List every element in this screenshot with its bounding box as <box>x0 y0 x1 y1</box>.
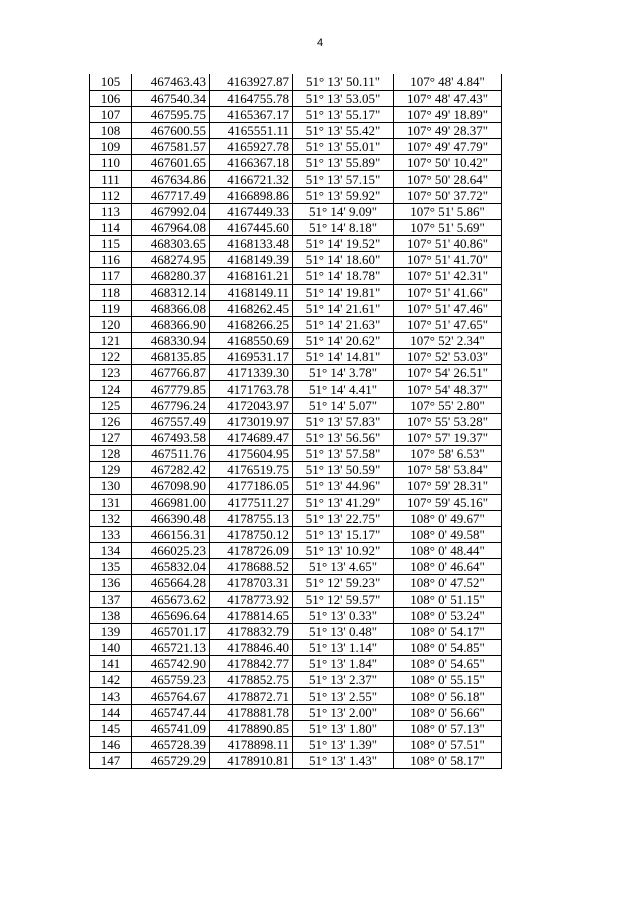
point-number-cell: 107 <box>90 106 132 122</box>
x-coordinate-cell: 468280.37 <box>132 268 210 284</box>
y-coordinate-cell: 4169531.17 <box>210 349 293 365</box>
x-coordinate-cell: 465728.39 <box>132 736 210 752</box>
point-number-cell: 119 <box>90 300 132 316</box>
x-coordinate-cell: 465721.13 <box>132 639 210 655</box>
x-coordinate-cell: 468312.14 <box>132 284 210 300</box>
longitude-cell: 108° 0' 57.13" <box>394 720 502 736</box>
latitude-cell: 51° 13' 44.96" <box>293 478 394 494</box>
table-row <box>90 446 502 462</box>
x-coordinate-cell: 467282.42 <box>132 462 210 478</box>
x-coordinate-cell: 467779.85 <box>132 381 210 397</box>
longitude-cell: 107° 51' 41.70" <box>394 252 502 268</box>
table-row <box>90 139 502 155</box>
point-number-cell: 115 <box>90 236 132 252</box>
y-coordinate-cell: 4164755.78 <box>210 90 293 106</box>
x-coordinate-cell: 468303.65 <box>132 236 210 252</box>
x-coordinate-cell: 467601.65 <box>132 155 210 171</box>
latitude-cell: 51° 13' 0.33" <box>293 607 394 623</box>
y-coordinate-cell: 4175604.95 <box>210 446 293 462</box>
y-coordinate-cell: 4174689.47 <box>210 429 293 445</box>
x-coordinate-cell: 467581.57 <box>132 139 210 155</box>
latitude-cell: 51° 14' 20.62" <box>293 333 394 349</box>
x-coordinate-cell: 466390.48 <box>132 510 210 526</box>
point-number-cell: 146 <box>90 736 132 752</box>
point-number-cell: 112 <box>90 187 132 203</box>
x-coordinate-cell: 468274.95 <box>132 252 210 268</box>
point-number-cell: 130 <box>90 478 132 494</box>
latitude-cell: 51° 13' 55.42" <box>293 122 394 138</box>
x-coordinate-cell: 465664.28 <box>132 575 210 591</box>
point-number-cell: 105 <box>90 74 132 90</box>
latitude-cell: 51° 14' 8.18" <box>293 219 394 235</box>
latitude-cell: 51° 13' 50.11" <box>293 74 394 90</box>
latitude-cell: 51° 13' 1.39" <box>293 736 394 752</box>
x-coordinate-cell: 468135.85 <box>132 349 210 365</box>
longitude-cell: 107° 54' 26.51" <box>394 365 502 381</box>
longitude-cell: 108° 0' 58.17" <box>394 753 502 769</box>
x-coordinate-cell: 465742.90 <box>132 656 210 672</box>
longitude-cell: 108° 0' 56.18" <box>394 688 502 704</box>
latitude-cell: 51° 12' 59.57" <box>293 591 394 607</box>
latitude-cell: 51° 13' 59.92" <box>293 187 394 203</box>
y-coordinate-cell: 4178842.77 <box>210 656 293 672</box>
latitude-cell: 51° 13' 57.58" <box>293 446 394 462</box>
point-number-cell: 117 <box>90 268 132 284</box>
coordinates-table-body <box>90 74 502 769</box>
latitude-cell: 51° 13' 56.56" <box>293 429 394 445</box>
page-number: 4 <box>316 37 324 49</box>
table-row <box>90 219 502 235</box>
y-coordinate-cell: 4177511.27 <box>210 494 293 510</box>
y-coordinate-cell: 4171339.30 <box>210 365 293 381</box>
y-coordinate-cell: 4168161.21 <box>210 268 293 284</box>
table-row <box>90 607 502 623</box>
y-coordinate-cell: 4172043.97 <box>210 397 293 413</box>
table-row <box>90 155 502 171</box>
y-coordinate-cell: 4168149.39 <box>210 252 293 268</box>
point-number-cell: 132 <box>90 510 132 526</box>
point-number-cell: 145 <box>90 720 132 736</box>
longitude-cell: 107° 51' 42.31" <box>394 268 502 284</box>
latitude-cell: 51° 13' 2.00" <box>293 704 394 720</box>
table-row <box>90 90 502 106</box>
y-coordinate-cell: 4176519.75 <box>210 462 293 478</box>
y-coordinate-cell: 4167449.33 <box>210 203 293 219</box>
y-coordinate-cell: 4178881.78 <box>210 704 293 720</box>
latitude-cell: 51° 13' 15.17" <box>293 526 394 542</box>
y-coordinate-cell: 4166721.32 <box>210 171 293 187</box>
y-coordinate-cell: 4166898.86 <box>210 187 293 203</box>
latitude-cell: 51° 14' 19.52" <box>293 236 394 252</box>
y-coordinate-cell: 4178688.52 <box>210 559 293 575</box>
latitude-cell: 51° 13' 55.17" <box>293 106 394 122</box>
longitude-cell: 107° 50' 37.72" <box>394 187 502 203</box>
point-number-cell: 120 <box>90 316 132 332</box>
longitude-cell: 107° 51' 40.86" <box>394 236 502 252</box>
x-coordinate-cell: 466156.31 <box>132 526 210 542</box>
x-coordinate-cell: 465759.23 <box>132 672 210 688</box>
latitude-cell: 51° 14' 18.78" <box>293 268 394 284</box>
table-row <box>90 510 502 526</box>
x-coordinate-cell: 465673.62 <box>132 591 210 607</box>
table-row <box>90 187 502 203</box>
longitude-cell: 108° 0' 56.66" <box>394 704 502 720</box>
y-coordinate-cell: 4178898.11 <box>210 736 293 752</box>
latitude-cell: 51° 14' 4.41" <box>293 381 394 397</box>
y-coordinate-cell: 4178726.09 <box>210 543 293 559</box>
point-number-cell: 122 <box>90 349 132 365</box>
point-number-cell: 139 <box>90 623 132 639</box>
table-row <box>90 74 502 90</box>
table-row <box>90 333 502 349</box>
y-coordinate-cell: 4178755.13 <box>210 510 293 526</box>
x-coordinate-cell: 465747.44 <box>132 704 210 720</box>
table-row <box>90 397 502 413</box>
latitude-cell: 51° 13' 1.14" <box>293 639 394 655</box>
longitude-cell: 107° 51' 47.46" <box>394 300 502 316</box>
longitude-cell: 107° 49' 28.37" <box>394 122 502 138</box>
x-coordinate-cell: 467766.87 <box>132 365 210 381</box>
x-coordinate-cell: 468366.08 <box>132 300 210 316</box>
x-coordinate-cell: 467992.04 <box>132 203 210 219</box>
table-row <box>90 381 502 397</box>
latitude-cell: 51° 13' 22.75" <box>293 510 394 526</box>
longitude-cell: 107° 48' 47.43" <box>394 90 502 106</box>
latitude-cell: 51° 13' 1.43" <box>293 753 394 769</box>
latitude-cell: 51° 14' 14.81" <box>293 349 394 365</box>
x-coordinate-cell: 467634.86 <box>132 171 210 187</box>
table-row <box>90 753 502 769</box>
point-number-cell: 113 <box>90 203 132 219</box>
point-number-cell: 135 <box>90 559 132 575</box>
table-row <box>90 316 502 332</box>
longitude-cell: 108° 0' 49.67" <box>394 510 502 526</box>
longitude-cell: 107° 48' 4.84" <box>394 74 502 90</box>
table-row <box>90 349 502 365</box>
longitude-cell: 108° 0' 54.65" <box>394 656 502 672</box>
latitude-cell: 51° 14' 9.09" <box>293 203 394 219</box>
x-coordinate-cell: 467796.24 <box>132 397 210 413</box>
y-coordinate-cell: 4168550.69 <box>210 333 293 349</box>
point-number-cell: 140 <box>90 639 132 655</box>
longitude-cell: 107° 57' 19.37" <box>394 429 502 445</box>
x-coordinate-cell: 467511.76 <box>132 446 210 462</box>
latitude-cell: 51° 13' 53.05" <box>293 90 394 106</box>
x-coordinate-cell: 467493.58 <box>132 429 210 445</box>
longitude-cell: 107° 49' 47.79" <box>394 139 502 155</box>
y-coordinate-cell: 4171763.78 <box>210 381 293 397</box>
table-row <box>90 236 502 252</box>
y-coordinate-cell: 4168149.11 <box>210 284 293 300</box>
y-coordinate-cell: 4165927.78 <box>210 139 293 155</box>
point-number-cell: 125 <box>90 397 132 413</box>
latitude-cell: 51° 14' 18.60" <box>293 252 394 268</box>
x-coordinate-cell: 465729.29 <box>132 753 210 769</box>
y-coordinate-cell: 4173019.97 <box>210 413 293 429</box>
y-coordinate-cell: 4168262.45 <box>210 300 293 316</box>
table-row <box>90 171 502 187</box>
longitude-cell: 107° 59' 45.16" <box>394 494 502 510</box>
y-coordinate-cell: 4178890.85 <box>210 720 293 736</box>
table-row <box>90 268 502 284</box>
x-coordinate-cell: 465701.17 <box>132 623 210 639</box>
table-row <box>90 656 502 672</box>
latitude-cell: 51° 13' 41.29" <box>293 494 394 510</box>
latitude-cell: 51° 13' 1.84" <box>293 656 394 672</box>
point-number-cell: 128 <box>90 446 132 462</box>
point-number-cell: 134 <box>90 543 132 559</box>
longitude-cell: 107° 51' 47.65" <box>394 316 502 332</box>
x-coordinate-cell: 465741.09 <box>132 720 210 736</box>
latitude-cell: 51° 13' 50.59" <box>293 462 394 478</box>
x-coordinate-cell: 465832.04 <box>132 559 210 575</box>
latitude-cell: 51° 13' 57.83" <box>293 413 394 429</box>
latitude-cell: 51° 13' 55.89" <box>293 155 394 171</box>
longitude-cell: 107° 51' 5.86" <box>394 203 502 219</box>
longitude-cell: 107° 51' 41.66" <box>394 284 502 300</box>
longitude-cell: 108° 0' 48.44" <box>394 543 502 559</box>
x-coordinate-cell: 467964.08 <box>132 219 210 235</box>
x-coordinate-cell: 465764.67 <box>132 688 210 704</box>
point-number-cell: 111 <box>90 171 132 187</box>
latitude-cell: 51° 14' 5.07" <box>293 397 394 413</box>
point-number-cell: 141 <box>90 656 132 672</box>
y-coordinate-cell: 4178910.81 <box>210 753 293 769</box>
table-row <box>90 639 502 655</box>
latitude-cell: 51° 13' 10.92" <box>293 543 394 559</box>
x-coordinate-cell: 467540.34 <box>132 90 210 106</box>
y-coordinate-cell: 4163927.87 <box>210 74 293 90</box>
longitude-cell: 108° 0' 55.15" <box>394 672 502 688</box>
y-coordinate-cell: 4178750.12 <box>210 526 293 542</box>
x-coordinate-cell: 466981.00 <box>132 494 210 510</box>
table-row <box>90 365 502 381</box>
longitude-cell: 107° 58' 6.53" <box>394 446 502 462</box>
y-coordinate-cell: 4178846.40 <box>210 639 293 655</box>
table-row <box>90 494 502 510</box>
table-row <box>90 106 502 122</box>
longitude-cell: 107° 55' 2.80" <box>394 397 502 413</box>
x-coordinate-cell: 466025.23 <box>132 543 210 559</box>
point-number-cell: 143 <box>90 688 132 704</box>
point-number-cell: 114 <box>90 219 132 235</box>
table-row <box>90 252 502 268</box>
table-row <box>90 559 502 575</box>
latitude-cell: 51° 13' 55.01" <box>293 139 394 155</box>
latitude-cell: 51° 14' 19.81" <box>293 284 394 300</box>
point-number-cell: 142 <box>90 672 132 688</box>
y-coordinate-cell: 4178832.79 <box>210 623 293 639</box>
x-coordinate-cell: 467557.49 <box>132 413 210 429</box>
point-number-cell: 108 <box>90 122 132 138</box>
table-row <box>90 122 502 138</box>
y-coordinate-cell: 4178773.92 <box>210 591 293 607</box>
latitude-cell: 51° 13' 2.55" <box>293 688 394 704</box>
point-number-cell: 133 <box>90 526 132 542</box>
latitude-cell: 51° 13' 57.15" <box>293 171 394 187</box>
longitude-cell: 108° 0' 53.24" <box>394 607 502 623</box>
table-row <box>90 704 502 720</box>
table-row <box>90 543 502 559</box>
x-coordinate-cell: 468366.90 <box>132 316 210 332</box>
y-coordinate-cell: 4178814.65 <box>210 607 293 623</box>
point-number-cell: 118 <box>90 284 132 300</box>
latitude-cell: 51° 13' 2.37" <box>293 672 394 688</box>
longitude-cell: 107° 50' 28.64" <box>394 171 502 187</box>
point-number-cell: 131 <box>90 494 132 510</box>
latitude-cell: 51° 13' 1.80" <box>293 720 394 736</box>
y-coordinate-cell: 4177186.05 <box>210 478 293 494</box>
table-row <box>90 591 502 607</box>
table-row <box>90 429 502 445</box>
latitude-cell: 51° 14' 21.63" <box>293 316 394 332</box>
x-coordinate-cell: 465696.64 <box>132 607 210 623</box>
latitude-cell: 51° 13' 4.65" <box>293 559 394 575</box>
point-number-cell: 116 <box>90 252 132 268</box>
longitude-cell: 107° 55' 53.28" <box>394 413 502 429</box>
longitude-cell: 108° 0' 54.85" <box>394 639 502 655</box>
longitude-cell: 108° 0' 46.64" <box>394 559 502 575</box>
longitude-cell: 108° 0' 51.15" <box>394 591 502 607</box>
point-number-cell: 106 <box>90 90 132 106</box>
point-number-cell: 136 <box>90 575 132 591</box>
table-row <box>90 672 502 688</box>
y-coordinate-cell: 4165367.17 <box>210 106 293 122</box>
latitude-cell: 51° 13' 0.48" <box>293 623 394 639</box>
table-row <box>90 736 502 752</box>
point-number-cell: 121 <box>90 333 132 349</box>
x-coordinate-cell: 467463.43 <box>132 74 210 90</box>
longitude-cell: 107° 51' 5.69" <box>394 219 502 235</box>
longitude-cell: 108° 0' 47.52" <box>394 575 502 591</box>
longitude-cell: 107° 58' 53.84" <box>394 462 502 478</box>
table-row <box>90 462 502 478</box>
x-coordinate-cell: 467595.75 <box>132 106 210 122</box>
y-coordinate-cell: 4168266.25 <box>210 316 293 332</box>
latitude-cell: 51° 14' 3.78" <box>293 365 394 381</box>
longitude-cell: 107° 52' 2.34" <box>394 333 502 349</box>
x-coordinate-cell: 467717.49 <box>132 187 210 203</box>
point-number-cell: 138 <box>90 607 132 623</box>
table-row <box>90 526 502 542</box>
point-number-cell: 137 <box>90 591 132 607</box>
longitude-cell: 107° 52' 53.03" <box>394 349 502 365</box>
point-number-cell: 109 <box>90 139 132 155</box>
y-coordinate-cell: 4168133.48 <box>210 236 293 252</box>
table-row <box>90 300 502 316</box>
latitude-cell: 51° 12' 59.23" <box>293 575 394 591</box>
point-number-cell: 110 <box>90 155 132 171</box>
longitude-cell: 108° 0' 49.58" <box>394 526 502 542</box>
y-coordinate-cell: 4178703.31 <box>210 575 293 591</box>
table-row <box>90 688 502 704</box>
point-number-cell: 147 <box>90 753 132 769</box>
point-number-cell: 124 <box>90 381 132 397</box>
coordinates-table <box>89 74 502 769</box>
point-number-cell: 123 <box>90 365 132 381</box>
table-row <box>90 413 502 429</box>
point-number-cell: 144 <box>90 704 132 720</box>
point-number-cell: 129 <box>90 462 132 478</box>
y-coordinate-cell: 4166367.18 <box>210 155 293 171</box>
table-row <box>90 478 502 494</box>
table-row <box>90 623 502 639</box>
latitude-cell: 51° 14' 21.61" <box>293 300 394 316</box>
x-coordinate-cell: 467098.90 <box>132 478 210 494</box>
y-coordinate-cell: 4165551.11 <box>210 122 293 138</box>
longitude-cell: 108° 0' 54.17" <box>394 623 502 639</box>
table-row <box>90 203 502 219</box>
longitude-cell: 107° 59' 28.31" <box>394 478 502 494</box>
longitude-cell: 107° 54' 48.37" <box>394 381 502 397</box>
table-row <box>90 575 502 591</box>
longitude-cell: 108° 0' 57.51" <box>394 736 502 752</box>
table-row <box>90 284 502 300</box>
table-row <box>90 720 502 736</box>
y-coordinate-cell: 4178852.75 <box>210 672 293 688</box>
y-coordinate-cell: 4178872.71 <box>210 688 293 704</box>
point-number-cell: 126 <box>90 413 132 429</box>
longitude-cell: 107° 50' 10.42" <box>394 155 502 171</box>
point-number-cell: 127 <box>90 429 132 445</box>
x-coordinate-cell: 467600.55 <box>132 122 210 138</box>
y-coordinate-cell: 4167445.60 <box>210 219 293 235</box>
longitude-cell: 107° 49' 18.89" <box>394 106 502 122</box>
x-coordinate-cell: 468330.94 <box>132 333 210 349</box>
